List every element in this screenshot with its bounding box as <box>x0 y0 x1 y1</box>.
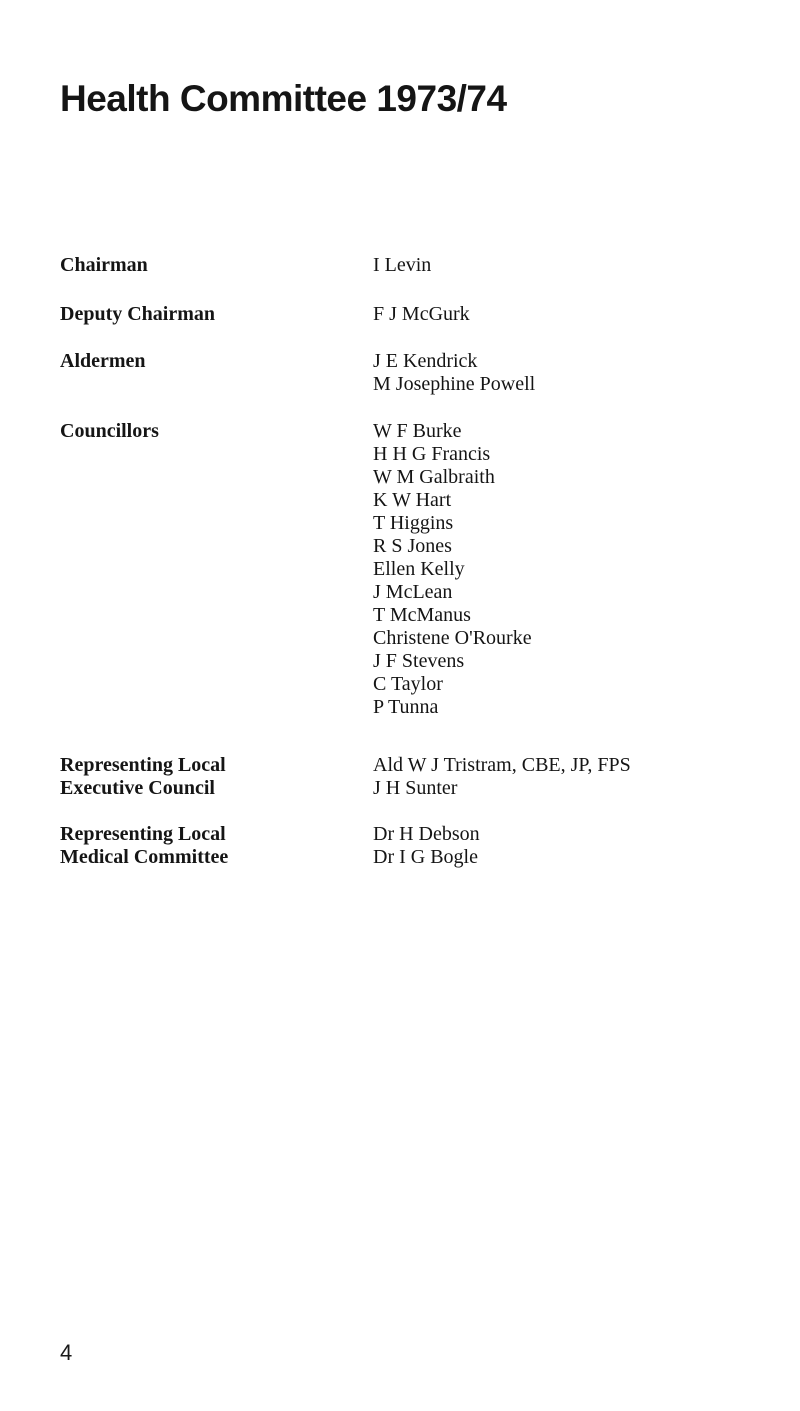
member-name: T McManus <box>373 604 471 626</box>
member-name: J H Sunter <box>373 777 458 799</box>
member-name: W F Burke <box>373 420 462 442</box>
member-name: F J McGurk <box>373 303 470 325</box>
member-names <box>373 350 535 396</box>
role-label <box>60 823 373 869</box>
member-names <box>373 303 470 326</box>
member-name: C Taylor <box>373 673 443 695</box>
role-label-line: Medical Committee <box>60 846 229 868</box>
role-label-line: Representing Local <box>60 823 226 845</box>
page-title: Health Committee 1973/74 <box>60 78 507 119</box>
role-label-line: Chairman <box>60 254 148 276</box>
role-label <box>60 754 373 800</box>
role-label <box>60 303 373 326</box>
committee-row-councillors <box>60 420 760 719</box>
member-name: W M Galbraith <box>373 466 495 488</box>
role-label <box>60 254 373 277</box>
member-name: Ellen Kelly <box>373 558 465 580</box>
role-label-line: Deputy Chairman <box>60 303 216 325</box>
committee-row-chairman <box>60 254 760 277</box>
member-name: J E Kendrick <box>373 350 478 372</box>
role-label-line: Councillors <box>60 420 159 442</box>
role-label <box>60 420 373 719</box>
member-name: T Higgins <box>373 512 454 534</box>
member-name: Ald W J Tristram, CBE, JP, FPS <box>373 754 631 776</box>
member-names <box>373 823 480 869</box>
member-name: K W Hart <box>373 489 452 511</box>
committee-row-aldermen <box>60 350 760 396</box>
committee-row-deputy-chairman <box>60 303 760 326</box>
member-name: I Levin <box>373 254 432 276</box>
member-names <box>373 754 631 800</box>
role-label <box>60 350 373 396</box>
member-names <box>373 254 431 277</box>
member-name: R S Jones <box>373 535 452 557</box>
member-name: M Josephine Powell <box>373 373 536 395</box>
member-name: J McLean <box>373 581 453 603</box>
member-name: H H G Francis <box>373 443 491 465</box>
member-name: J F Stevens <box>373 650 465 672</box>
member-names <box>373 420 532 719</box>
member-name: P Tunna <box>373 696 439 718</box>
role-label-line: Representing Local <box>60 754 226 776</box>
member-name: Dr H Debson <box>373 823 480 845</box>
page-number: 4 <box>60 1340 73 1365</box>
committee-row-medical-committee <box>60 823 760 869</box>
member-name: Christene O'Rourke <box>373 627 532 649</box>
member-name: Dr I G Bogle <box>373 846 478 868</box>
role-label-line: Aldermen <box>60 350 146 372</box>
committee-row-executive-council <box>60 754 760 800</box>
role-label-line: Executive Council <box>60 777 215 799</box>
